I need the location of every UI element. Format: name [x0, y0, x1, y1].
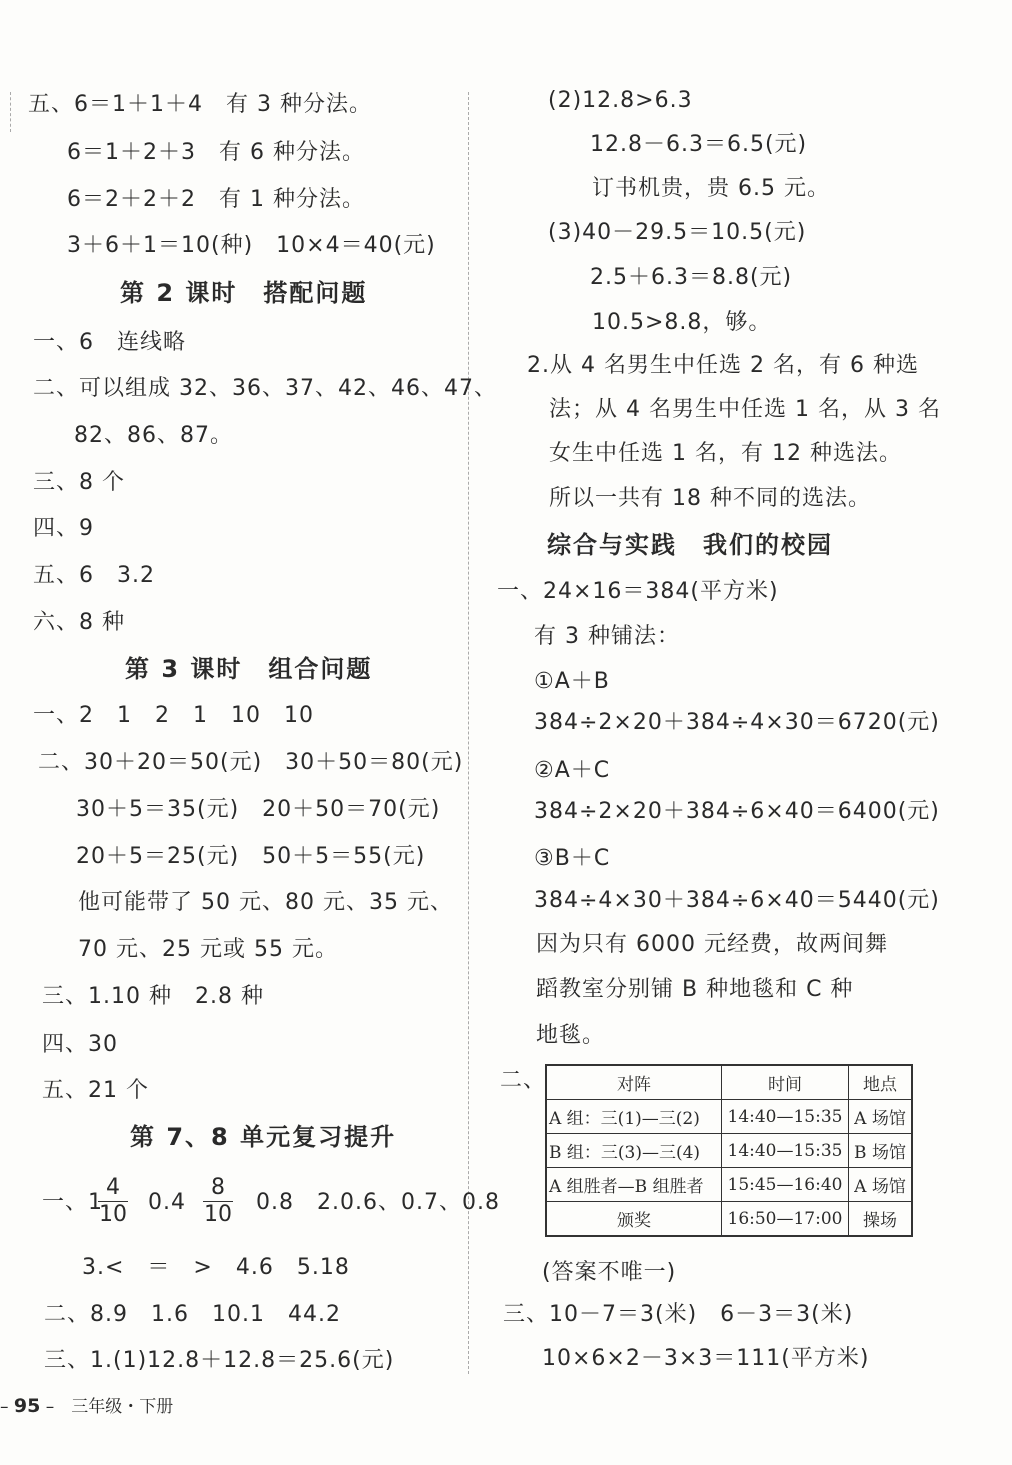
table-row [546, 1134, 912, 1168]
table-cell: 15:45—16:40 [722, 1168, 849, 1202]
table-row [546, 1100, 912, 1134]
answer-line: 所以一共有 18 种不同的选法。 [549, 486, 871, 511]
fraction-numerator: 4 [106, 1175, 120, 1200]
left-margin-line [10, 92, 11, 132]
answer-line: (答案不唯一) [542, 1260, 677, 1285]
answer-line: 2.从 4 名男生中任选 2 名，有 6 种选 [527, 353, 919, 378]
answer-line: ①A＋B [534, 669, 610, 694]
answer-line: 一、1. [42, 1190, 111, 1215]
table-cell: A 场馆 [849, 1100, 913, 1134]
section-heading: 第 2 课时 搭配问题 [120, 279, 368, 307]
answer-line: 一、24×16＝384(平方米) [497, 579, 779, 604]
section-heading: 综合与实践 我们的校园 [547, 531, 833, 559]
answer-line: 四、30 [42, 1032, 118, 1057]
table-cell: A 组胜者—B 组胜者 [546, 1168, 722, 1202]
schedule-table [545, 1064, 913, 1237]
answer-line: 20＋5＝25(元) 50＋5＝55(元) [76, 844, 426, 869]
answer-line: 二、30＋20＝50(元) 30＋50＝80(元) [38, 750, 464, 775]
answer-line: ③B＋C [534, 846, 611, 871]
answer-line: 三、1.(1)12.8＋12.8＝25.6(元) [44, 1348, 395, 1373]
answer-line: 有 3 种铺法： [534, 624, 680, 649]
fraction [201, 1176, 235, 1227]
answer-line: 一、2 1 2 1 10 10 [33, 703, 314, 728]
fraction-numerator: 8 [211, 1175, 225, 1200]
answer-line: 女生中任选 1 名，有 12 种选法。 [549, 441, 902, 466]
answer-line: 12.8－6.3＝6.5(元) [590, 132, 808, 157]
answer-line: 二、可以组成 32、36、37、42、46、47、 [33, 376, 497, 401]
answer-line: 10.5>8.8，够。 [592, 310, 772, 335]
answer-line: 五、6 3.2 [33, 563, 155, 588]
answer-line: 0.4 [148, 1190, 186, 1215]
answer-line: 30＋5＝35(元) 20＋50＝70(元) [76, 797, 441, 822]
answer-line: 订书机贵，贵 6.5 元。 [592, 176, 830, 201]
table-cell: 16:50—17:00 [722, 1202, 849, 1237]
answer-line: 地毯。 [536, 1023, 606, 1048]
answer-line: 384÷4×30＋384÷6×40＝5440(元) [534, 888, 940, 913]
answer-line: 3.< ＝ > 4.6 5.18 [82, 1255, 350, 1280]
fraction [96, 1176, 130, 1227]
grade-label: 三年级・下册 [71, 1397, 174, 1417]
table-cell: B 组：三(3)—三(4) [546, 1134, 722, 1168]
answer-line: 一、6 连线略 [33, 330, 186, 355]
table-cell: 操场 [849, 1202, 913, 1237]
answer-line: 70 元、25 元或 55 元。 [78, 937, 338, 962]
answer-line: 三、8 个 [33, 470, 125, 495]
answer-line: ②A＋C [534, 758, 611, 783]
page-number: 95 [13, 1395, 41, 1417]
answer-line: 法；从 4 名男生中任选 1 名，从 3 名 [549, 397, 941, 422]
table-cell: A 组：三(1)—三(2) [546, 1100, 722, 1134]
column-header: 地点 [849, 1065, 913, 1100]
answer-line: 384÷2×20＋384÷6×40＝6400(元) [534, 799, 940, 824]
table-cell: 14:40—15:35 [722, 1100, 849, 1134]
answer-line: 3＋6＋1＝10(种) 10×4＝40(元) [67, 233, 436, 258]
table-header-row [546, 1065, 912, 1100]
table-row [546, 1202, 912, 1237]
answer-line: 他可能带了 50 元、80 元、35 元、 [78, 890, 453, 915]
answer-line: 蹈教室分别铺 B 种地毯和 C 种 [536, 977, 854, 1002]
table-cell: B 场馆 [849, 1134, 913, 1168]
column-header: 时间 [722, 1065, 849, 1100]
section-heading: 第 3 课时 组合问题 [125, 655, 373, 683]
answer-line: 6＝2＋2＋2 有 1 种分法。 [67, 187, 365, 212]
table-row [546, 1168, 912, 1202]
answer-line: 五、6＝1＋1＋4 有 3 种分法。 [28, 92, 372, 117]
answer-line: 2.5＋6.3＝8.8(元) [590, 265, 793, 290]
answer-line: 三、1.10 种 2.8 种 [42, 984, 264, 1009]
column-divider [468, 92, 469, 1374]
answer-line: (3)40－29.5＝10.5(元) [548, 220, 807, 245]
answer-line: 因为只有 6000 元经费，故两间舞 [536, 932, 888, 957]
table-cell: 14:40—15:35 [722, 1134, 849, 1168]
fraction-denominator: 10 [99, 1202, 127, 1227]
footer-dash: – [0, 1397, 14, 1417]
answer-line: 10×6×2－3×3＝111(平方米) [542, 1346, 870, 1371]
answer-line: 二、8.9 1.6 10.1 44.2 [44, 1302, 341, 1327]
answer-line: (2)12.8>6.3 [548, 88, 693, 113]
footer-dash: – [40, 1397, 72, 1417]
column-header: 对阵 [546, 1065, 722, 1100]
answer-line: 五、21 个 [42, 1078, 149, 1103]
answer-line: 0.8 2.0.6、0.7、0.8 [256, 1190, 500, 1215]
section-heading: 第 7、8 单元复习提升 [130, 1123, 397, 1151]
page-footer [0, 1392, 173, 1417]
answer-line: 四、9 [33, 516, 94, 541]
table-cell: A 场馆 [849, 1168, 913, 1202]
answer-line: 384÷2×20＋384÷4×30＝6720(元) [534, 710, 940, 735]
table-cell: 颁奖 [546, 1202, 722, 1237]
answer-line: 二、 [500, 1068, 547, 1093]
fraction-denominator: 10 [204, 1202, 232, 1227]
answer-line: 6＝1＋2＋3 有 6 种分法。 [67, 140, 365, 165]
answer-line: 三、10－7＝3(米) 6－3＝3(米) [503, 1302, 854, 1327]
answer-line: 六、8 种 [33, 610, 125, 635]
answer-line: 82、86、87。 [74, 423, 233, 448]
